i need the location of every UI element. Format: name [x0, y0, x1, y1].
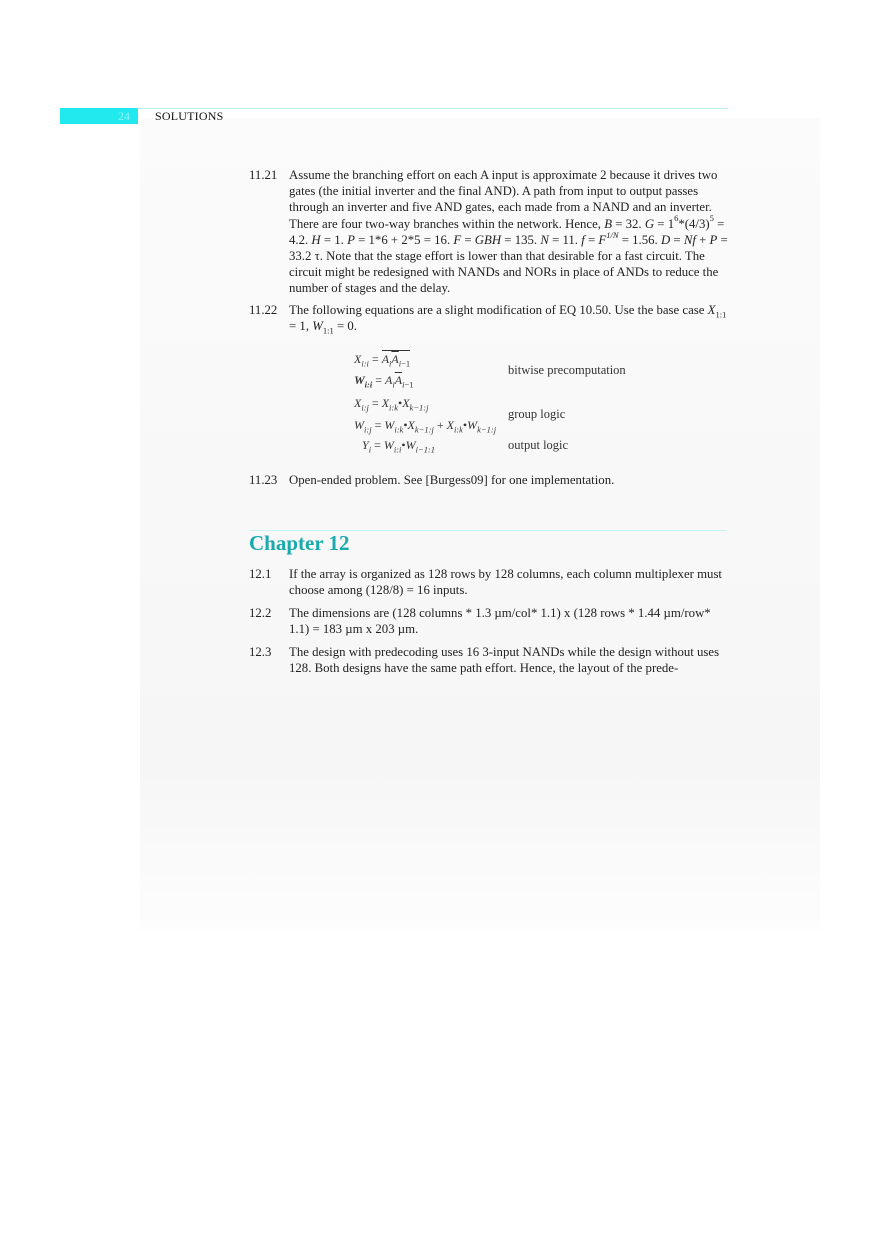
- label-group-logic: group logic: [508, 407, 566, 421]
- problem-11-21: [249, 167, 729, 297]
- equation-x-group: $X_{i:j}$ = $X_{i:k}•X_{k-1:j}$: [354, 396, 429, 413]
- problem-12-1: [249, 566, 729, 598]
- problem-text: If the array is organized as 128 rows by 128 columns, each column multiplexer must choose among (128/8) = 16 inputs.: [289, 567, 722, 598]
- problem-number: 11.23: [249, 473, 278, 487]
- problem-number: 12.1: [249, 567, 272, 581]
- problem-text: The dimensions are (128 columns * 1.3 µm/col* 1.1) x (128 rows * 1.44 µm/row* 1.1) = 183 µm x 203 µm.: [289, 606, 711, 637]
- equation-output: $Y_i$ = $W_{i:i}•W_{i-1:1}$: [362, 438, 436, 455]
- problem-text: Open-ended problem. See [Burgess09] for one implementation.: [289, 473, 615, 487]
- running-header: SOLUTIONS: [155, 109, 224, 123]
- problem-number: 11.22: [249, 303, 278, 317]
- problem-11-22: [249, 302, 729, 334]
- header-rule: [138, 108, 728, 109]
- equation-w-group: $W_{i:j}$ = $W_{i:k}•X_{k-1:j}$ + $X_{i:k}•W_{k-1:j}$: [354, 418, 497, 435]
- problem-number: 12.2: [249, 606, 272, 620]
- problem-number: 11.21: [249, 168, 278, 182]
- prefix-equations-figure: [352, 350, 642, 458]
- problem-12-3: [249, 644, 729, 676]
- chapter-title: Chapter 12: [249, 531, 350, 555]
- problem-text: The design with predecoding uses 16 3-input NANDs while the design without uses 128. Both designs have the same path effort. Hence, the layout of the prede-: [289, 645, 720, 676]
- page-number: 24: [118, 109, 130, 123]
- problem-12-2: [249, 605, 729, 637]
- problem-text: The following equations are a slight modification of EQ 10.50. Use the base case $X_{1:1} = 1$, $W_{1:1} = 0$.: [289, 303, 727, 336]
- problem-text: Assume the branching effort on each A input is approximate 2 because it drives two gates (the initial inverter and the final AND). A path from input to output passes through an inverter and five AND gates, each made from a NAND and an inverter. There are four two-way branches within the network. Hence, B = 32. $G = 1^6*(4/3)^5 = 4.2$. H = 1. P = 1*6 + 2*5 = 16. F = GBH = 135. N = 11. $f = F^{1/N} = 1.56$. D = Nf + P = 33.2 τ. Note that the stage effort is lower than that desirable for a fast circuit. The circuit might be redesigned with NANDs and NORs in place of ANDs to reduce the number of stages and the delay.: [289, 168, 728, 296]
- equation-x-precompute: $X_{i:i} = A_i\overline{A}_{i-1}$: [354, 352, 411, 369]
- equation-w-precompute: $W_{i:i} = A_i\overline{A}_{i-1}$: [354, 373, 414, 390]
- problem-11-23: [249, 472, 729, 488]
- label-output-logic: output logic: [508, 438, 569, 452]
- problem-number: 12.3: [249, 645, 272, 659]
- label-bitwise-precomputation: bitwise precomputation: [508, 363, 626, 377]
